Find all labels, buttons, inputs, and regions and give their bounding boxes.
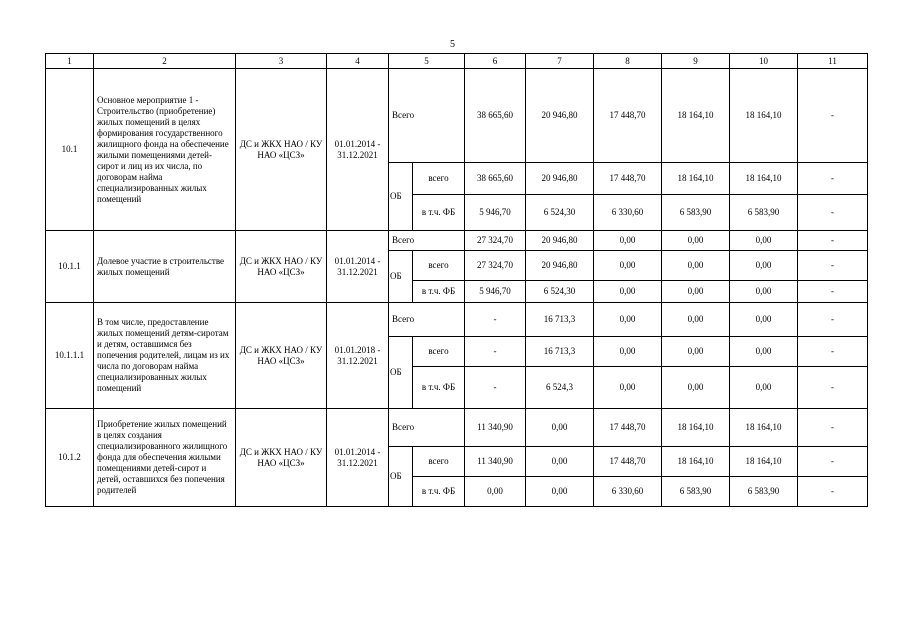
label-ob-all: всего — [413, 163, 465, 195]
header-cell: 6 — [465, 54, 526, 69]
row-description: Приобретение жилых помещений в целях создания специализированного жилищного фонда для обеспечения жилыми помещениями детей-сирот и детей, оставшихся без попечения родителей — [94, 409, 236, 507]
cell-value: 6 583,90 — [662, 195, 730, 231]
table-row — [46, 303, 868, 337]
row-id: 10.1.1 — [46, 231, 94, 303]
cell-value: 27 324,70 — [465, 231, 526, 251]
cell-value: 0,00 — [594, 281, 662, 303]
cell-value: - — [798, 477, 868, 507]
cell-value: 0,00 — [662, 281, 730, 303]
cell-value: - — [798, 195, 868, 231]
cell-value: 17 448,70 — [594, 409, 662, 447]
cell-value: 18 164,10 — [662, 69, 730, 163]
cell-value: 17 448,70 — [594, 163, 662, 195]
label-ob: ОБ — [389, 251, 413, 303]
cell-value: 11 340,90 — [465, 409, 526, 447]
cell-value: 0,00 — [730, 367, 798, 409]
cell-value: 6 524,30 — [526, 281, 594, 303]
cell-value: 17 448,70 — [594, 447, 662, 477]
label-ob-all: всего — [413, 447, 465, 477]
row-period: 01.01.2014 - 31.12.2021 — [327, 409, 389, 507]
label-ob: ОБ — [389, 163, 413, 231]
cell-value: 0,00 — [526, 409, 594, 447]
row-description: Основное мероприятие 1 - Строительство (приобретение) жилых помещений в целях формирования государственного жилищного фонда на обеспечение жилыми помещениями детей-сирот и лиц из их числа, по договорам найма специализированных жилых помещений — [94, 69, 236, 231]
page-number: 5 — [450, 39, 455, 50]
cell-value: 20 946,80 — [526, 163, 594, 195]
row-id: 10.1 — [46, 69, 94, 231]
cell-value: 20 946,80 — [526, 69, 594, 163]
header-cell: 2 — [94, 54, 236, 69]
cell-value: - — [465, 367, 526, 409]
cell-value: 0,00 — [730, 251, 798, 281]
cell-value: - — [465, 303, 526, 337]
row-period: 01.01.2014 - 31.12.2021 — [327, 231, 389, 303]
cell-value: 16 713,3 — [526, 337, 594, 367]
budget-table — [45, 53, 868, 507]
cell-value: 0,00 — [526, 477, 594, 507]
cell-value: 20 946,80 — [526, 231, 594, 251]
cell-value: 0,00 — [526, 447, 594, 477]
header-cell: 10 — [730, 54, 798, 69]
cell-value: 20 946,80 — [526, 251, 594, 281]
label-total: Всего — [389, 69, 465, 163]
row-executor: ДС и ЖКХ НАО / КУ НАО «ЦСЗ» — [236, 409, 327, 507]
cell-value: - — [798, 163, 868, 195]
cell-value: 18 164,10 — [730, 409, 798, 447]
row-period: 01.01.2014 - 31.12.2021 — [327, 69, 389, 231]
label-fb: в т.ч. ФБ — [413, 367, 465, 409]
cell-value: - — [798, 281, 868, 303]
label-ob-all: всего — [413, 251, 465, 281]
cell-value: 6 330,60 — [594, 195, 662, 231]
row-id: 10.1.2 — [46, 409, 94, 507]
row-executor: ДС и ЖКХ НАО / КУ НАО «ЦСЗ» — [236, 303, 327, 409]
row-executor: ДС и ЖКХ НАО / КУ НАО «ЦСЗ» — [236, 231, 327, 303]
cell-value: - — [798, 303, 868, 337]
cell-value: 18 164,10 — [730, 163, 798, 195]
cell-value: 18 164,10 — [662, 163, 730, 195]
cell-value: - — [798, 69, 868, 163]
cell-value: 38 665,60 — [465, 163, 526, 195]
cell-value: 0,00 — [662, 337, 730, 367]
cell-value: 6 524,30 — [526, 195, 594, 231]
cell-value: - — [798, 231, 868, 251]
cell-value: 0,00 — [465, 477, 526, 507]
row-period: 01.01.2018 - 31.12.2021 — [327, 303, 389, 409]
cell-value: 0,00 — [662, 367, 730, 409]
cell-value: 18 164,10 — [662, 409, 730, 447]
label-total: Всего — [389, 409, 465, 447]
cell-value: 6 583,90 — [730, 477, 798, 507]
cell-value: 6 524,3 — [526, 367, 594, 409]
label-ob: ОБ — [389, 337, 413, 409]
label-total: Всего — [389, 303, 465, 337]
table-row — [46, 69, 868, 163]
cell-value: 0,00 — [662, 231, 730, 251]
cell-value: - — [798, 337, 868, 367]
label-fb: в т.ч. ФБ — [413, 195, 465, 231]
header-cell: 5 — [389, 54, 465, 69]
header-row — [46, 54, 868, 69]
label-ob: ОБ — [389, 447, 413, 507]
cell-value: 27 324,70 — [465, 251, 526, 281]
cell-value: 17 448,70 — [594, 69, 662, 163]
cell-value: 0,00 — [594, 231, 662, 251]
cell-value: 0,00 — [594, 303, 662, 337]
label-fb: в т.ч. ФБ — [413, 281, 465, 303]
table-row — [46, 231, 868, 251]
cell-value: 0,00 — [662, 303, 730, 337]
cell-value: 6 583,90 — [662, 477, 730, 507]
cell-value: 0,00 — [730, 303, 798, 337]
row-description: В том числе, предоставление жилых помещений детям-сиротам и детям, оставшимся без попечения родителей, лицам из их числа по договорам найма специализированных жилых помещений — [94, 303, 236, 409]
header-cell: 9 — [662, 54, 730, 69]
cell-value: - — [798, 367, 868, 409]
cell-value: 6 583,90 — [730, 195, 798, 231]
cell-value: 11 340,90 — [465, 447, 526, 477]
cell-value: 5 946,70 — [465, 195, 526, 231]
cell-value: 6 330,60 — [594, 477, 662, 507]
cell-value: 18 164,10 — [730, 69, 798, 163]
cell-value: 0,00 — [662, 251, 730, 281]
cell-value: 0,00 — [594, 337, 662, 367]
cell-value: 0,00 — [730, 281, 798, 303]
label-total: Всего — [389, 231, 465, 251]
header-cell: 3 — [236, 54, 327, 69]
cell-value: 38 665,60 — [465, 69, 526, 163]
cell-value: 5 946,70 — [465, 281, 526, 303]
table-row — [46, 409, 868, 447]
cell-value: - — [798, 447, 868, 477]
header-cell: 7 — [526, 54, 594, 69]
cell-value: 18 164,10 — [662, 447, 730, 477]
header-cell: 1 — [46, 54, 94, 69]
cell-value: 16 713,3 — [526, 303, 594, 337]
cell-value: - — [465, 337, 526, 367]
cell-value: - — [798, 409, 868, 447]
cell-value: - — [798, 251, 868, 281]
label-fb: в т.ч. ФБ — [413, 477, 465, 507]
header-cell: 8 — [594, 54, 662, 69]
cell-value: 18 164,10 — [730, 447, 798, 477]
row-executor: ДС и ЖКХ НАО / КУ НАО «ЦСЗ» — [236, 69, 327, 231]
row-description: Долевое участие в строительстве жилых помещений — [94, 231, 236, 303]
header-cell: 4 — [327, 54, 389, 69]
row-id: 10.1.1.1 — [46, 303, 94, 409]
cell-value: 0,00 — [594, 251, 662, 281]
header-cell: 11 — [798, 54, 868, 69]
cell-value: 0,00 — [730, 231, 798, 251]
label-ob-all: всего — [413, 337, 465, 367]
cell-value: 0,00 — [730, 337, 798, 367]
cell-value: 0,00 — [594, 367, 662, 409]
